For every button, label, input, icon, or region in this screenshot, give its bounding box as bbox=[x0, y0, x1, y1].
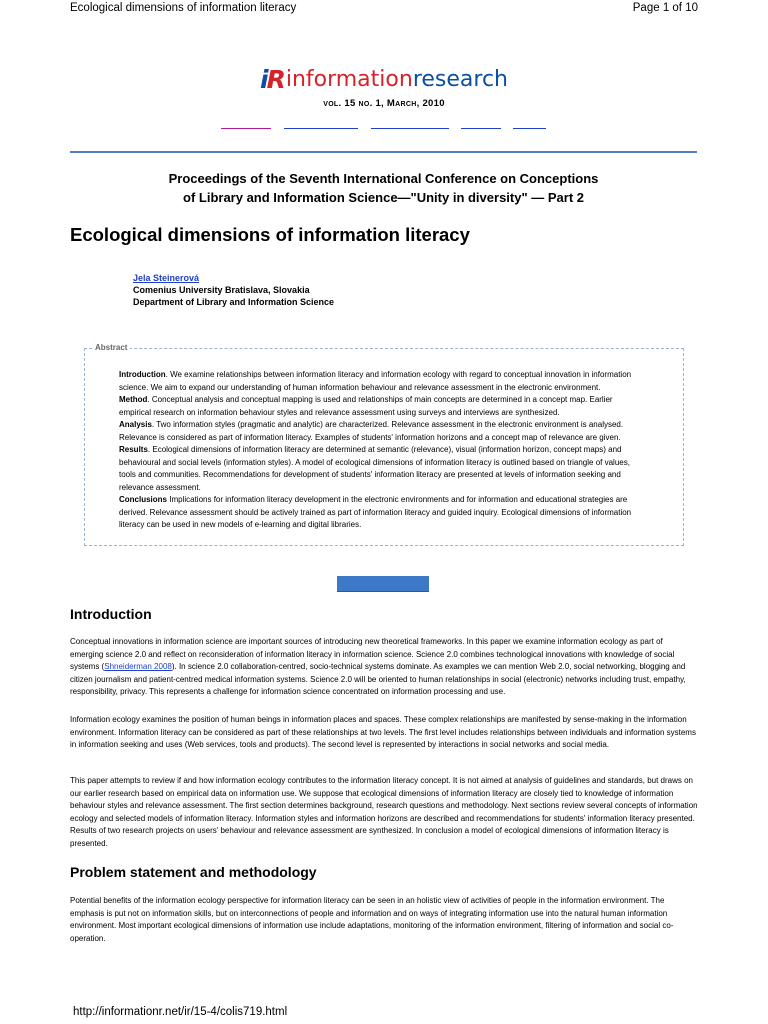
header-rule bbox=[70, 151, 697, 153]
intro-paragraph-3: This paper attempts to review if and how information ecology contributes to the information literacy concept. It is not aimed at analysis of guidelines and standards, but draws on our earlier research based on empirical data on information use. We suppose that ecological dimensions of information literacy are closely tied to knowledge of information behaviour styles and relevance assessment. The first section determines background, research questions and methodology. Next sections review several concepts of information ecology and selected models of information literacy. Information styles and information horizons are described and recommendations for students' information literacy presented. Results of two research projects on users' behaviour and relevance assessment are synthesized. In conclusion a model of ecological dimensions of information literacy is presented. bbox=[70, 776, 698, 848]
ir-logo-icon: iR bbox=[259, 65, 284, 94]
abstract-section: Analysis. Two information styles (pragmatic and analytic) are characterized. Relevance assessment in the electronic environment is analysed. Relevance is considered as part of information literacy. Examples of students' information horizons and a concept map of relevance are given. bbox=[119, 420, 624, 442]
footer-url: http://informationr.net/ir/15-4/colis719.html bbox=[73, 1006, 288, 1018]
logo-word-information: information bbox=[285, 67, 413, 92]
author-affiliation-university: Comenius University Bratislava, Slovakia bbox=[133, 285, 310, 295]
page-count: Page 1 of 10 bbox=[632, 2, 698, 14]
nav-link-3[interactable] bbox=[371, 128, 449, 129]
citation-link[interactable]: Shneiderman 2008 bbox=[104, 662, 172, 671]
abstract-section: Results. Ecological dimensions of information literacy are determined at semantic (relevance), visual (information horizon, concept maps) and behavioural and social levels (information styles). A model of ecological dimensions of information literacy is outlined based on triangle of values, tools and communities. Recommendations for development of students' information literacy are presented at levels of information seeking and relevance assessment. bbox=[119, 445, 630, 492]
abstract-section: Introduction. We examine relationships between information literacy and information ecology with regard to conceptual innovation in information science. We aim to expand our understanding of human information behaviour and relevance assessment in the electronic environment. bbox=[119, 370, 632, 392]
abstract-body bbox=[119, 369, 639, 532]
contents-button[interactable] bbox=[337, 576, 429, 592]
print-header-title: Ecological dimensions of information literacy bbox=[70, 2, 297, 14]
problem-paragraph-1: Potential benefits of the information ecology perspective for information literacy can be seen in an holistic view of activities of people in the information environment. The emphasis is put not on information skills, but on interconnections of people and information and on ways of integrating information use into the natural human information environment. Most important ecological dimensions of information use include adaptations, monitoring of the information environment, filtering of information and social co-operation. bbox=[70, 896, 674, 943]
abstract-box bbox=[84, 343, 684, 546]
nav-link-1[interactable] bbox=[221, 128, 271, 129]
journal-logo[interactable] bbox=[0, 65, 768, 99]
proceedings-line-1: Proceedings of the Seventh International Conference on Conceptions bbox=[168, 171, 599, 186]
nav-link-5[interactable] bbox=[513, 128, 546, 129]
issue-line: vol. 15 no. 1, March, 2010 bbox=[323, 98, 445, 109]
paper-title: Ecological dimensions of information literacy bbox=[70, 224, 470, 245]
print-header bbox=[70, 2, 698, 18]
abstract-section: Conclusions Implications for information literacy development in the electronic environments and for information and educational strategies are derived. Relevance assessment should be actively trained as part of information literacy and guided inquiry. Ecological dimensions of information literacy can be used in new models of e-learning and digital libraries. bbox=[119, 495, 632, 529]
nav-link-2[interactable] bbox=[284, 128, 358, 129]
abstract-legend: Abstract bbox=[92, 343, 130, 352]
nav-links bbox=[0, 128, 768, 136]
section-heading-problem: Problem statement and methodology bbox=[70, 864, 317, 880]
proceedings-line-2: of Library and Information Science—"Unity in diversity" — Part 2 bbox=[183, 190, 584, 205]
author-affiliation-department: Department of Library and Information Science bbox=[133, 297, 335, 307]
intro-paragraph-2: Information ecology examines the position of human beings in information places and spaces. These complex relationships are manifested by sense-making in the information environment. Information literacy can be considered as part of these relationships at two levels. The first level includes relationships between individuals and information systems in information seeking and uses (Web services, tools and products). The second level is represented by interactions in social networks and social media. bbox=[70, 715, 696, 749]
author-link[interactable]: Jela Steinerová bbox=[133, 273, 200, 283]
section-heading-introduction: Introduction bbox=[70, 606, 152, 622]
proceedings-title bbox=[70, 169, 697, 207]
intro-paragraph-1: Conceptual innovations in information science are important sources of introducing new theoretical frameworks. In this paper we examine information ecology as part of emerging science 2.0 and reflect on reconsideration of information literacy in information science. Science 2.0 combines technological innovations with knowledge of social systems (Shneiderman 2008). In science 2.0 collaboration-centred, socio-technical systems dominate. As examples we can mention Web 2.0, social networking, blogging and citizen journalism and patient-centred medical information systems. Science 2.0 will be oriented to human relationships in social (electronic) networks including trust, empathy, responsibility, privacy. This represents a challenge for information science concentrated on information processing and use. bbox=[70, 637, 686, 696]
nav-link-4[interactable] bbox=[461, 128, 501, 129]
author-block bbox=[133, 272, 334, 308]
logo-word-research: research bbox=[412, 67, 508, 92]
abstract-section: Method. Conceptual analysis and conceptual mapping is used and relationships of main concepts are determined in a concept map. Earlier empirical research on information behaviour styles and relevance assessment using surveys and interviews are synthesized. bbox=[119, 395, 613, 417]
